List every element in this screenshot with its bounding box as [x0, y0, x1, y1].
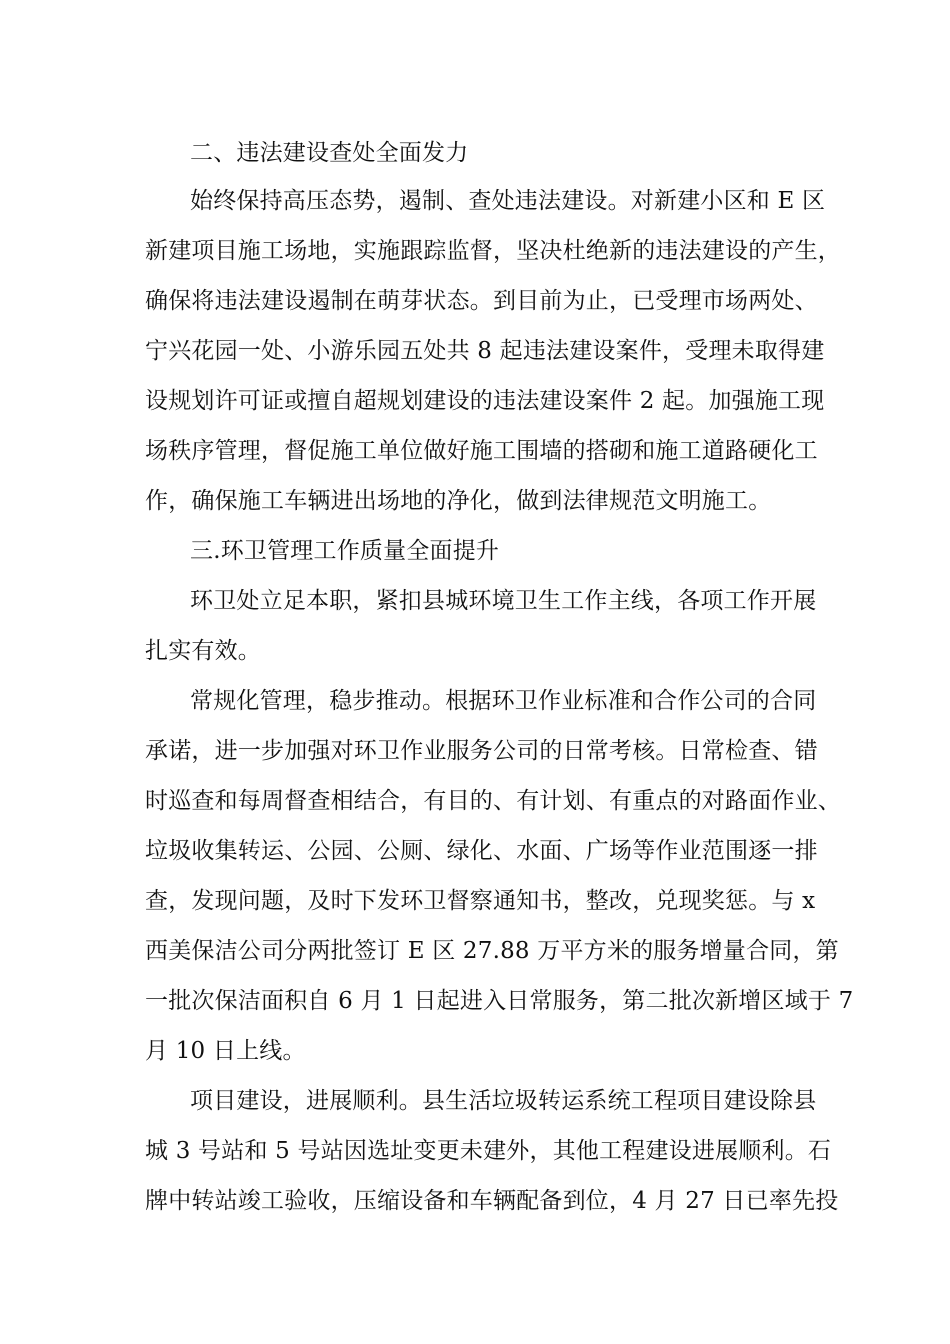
paragraph-line: 新建项目施工场地，实施跟踪监督，坚决杜绝新的违法建设的产生， [145, 238, 841, 264]
paragraph-line: 始终保持高压态势，遏制、查处违法建设。对新建小区和 E 区 [190, 188, 826, 214]
paragraph-line: 垃圾收集转运、公园、公厕、绿化、水面、广场等作业范围逐一排 [145, 838, 818, 864]
paragraph-line: 扎实有效。 [145, 638, 261, 664]
paragraph-line: 城 3 号站和 5 号站因选址变更未建外，其他工程建设进展顺利。石 [145, 1138, 832, 1164]
paragraph-line: 设规划许可证或擅自超规划建设的违法建设案件 2 起。加强施工现 [145, 388, 825, 414]
paragraph-line: 西美保洁公司分两批签订 E 区 27.88 万平方米的服务增量合同，第 [145, 938, 839, 964]
paragraph-line: 月 10 日上线。 [145, 1038, 306, 1064]
paragraph-line: 确保将违法建设遏制在萌芽状态。到目前为止，已受理市场两处、 [145, 288, 818, 314]
paragraph-line: 环卫处立足本职，紧扣县城环境卫生工作主线，各项工作开展 [190, 588, 817, 614]
section-heading-2: 二、违法建设查处全面发力 [190, 140, 469, 166]
paragraph-line: 一批次保洁面积自 6 月 1 日起进入日常服务，第二批次新增区域于 7 [145, 988, 854, 1014]
paragraph-line: 作，确保施工车辆进出场地的净化，做到法律规范文明施工。 [145, 488, 772, 514]
paragraph-line: 项目建设，进展顺利。县生活垃圾转运系统工程项目建设除县 [190, 1088, 817, 1114]
paragraph-line: 宁兴花园一处、小游乐园五处共 8 起违法建设案件，受理未取得建 [145, 338, 825, 364]
paragraph-line: 查，发现问题，及时下发环卫督察通知书，整改，兑现奖惩。与 x [145, 888, 816, 914]
paragraph-line: 牌中转站竣工验收，压缩设备和车辆配备到位，4 月 27 日已率先投 [145, 1188, 839, 1214]
paragraph-line: 承诺，进一步加强对环卫作业服务公司的日常考核。日常检查、错 [145, 738, 818, 764]
paragraph-line: 常规化管理，稳步推动。根据环卫作业标准和合作公司的合同 [190, 688, 817, 714]
paragraph-line: 场秩序管理，督促施工单位做好施工围墙的搭砌和施工道路硬化工 [145, 438, 818, 464]
section-heading-3: 三.环卫管理工作质量全面提升 [190, 538, 500, 564]
paragraph-line: 时巡查和每周督查相结合，有目的、有计划、有重点的对路面作业、 [145, 788, 841, 814]
